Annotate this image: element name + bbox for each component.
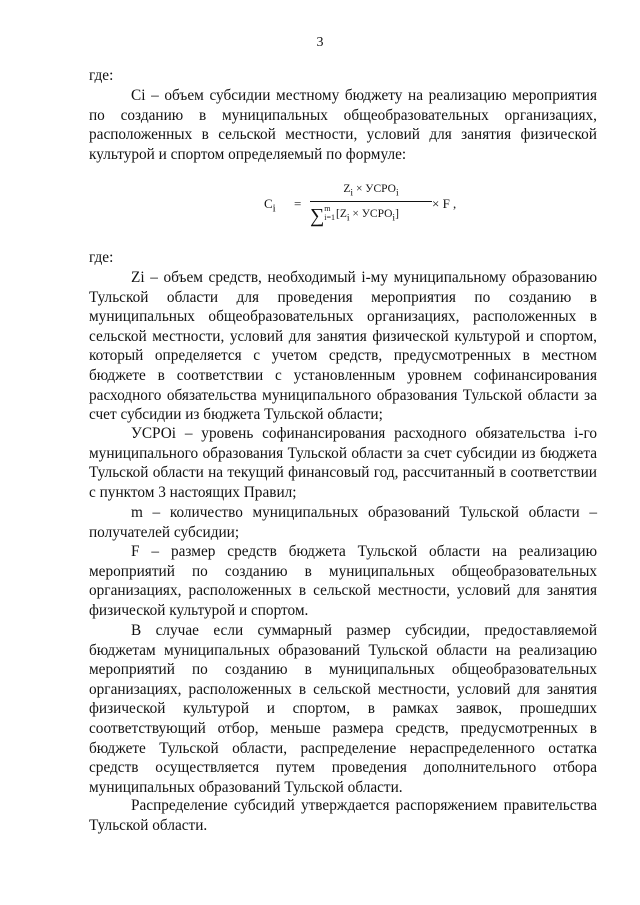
paragraph-zi: Zi – объем средств, необходимый i-му муниципальному образованию Тульской области для проведения мероприятия по созданию в муниципальных общеобразовательных организациях, расположенных в сельской местности, условий для занятия физической культурой и спортом, который определяется с учетом средств, предусмотренных в местном бюджете в соответствии с установленным уровнем софинансирования расходного обязательства муниципального образования Тульской области за счет субсидии из бюджета Тульской области; — [89, 269, 597, 424]
formula-lhs: $C_i$ — [264, 196, 276, 215]
formula-tail: × F , — [432, 196, 457, 211]
formula-denominator: ∑m $i=1[Z_i$ × $УСРО_i$] — [310, 204, 399, 227]
fraction-bar — [310, 201, 432, 202]
page-number: 3 — [316, 35, 324, 50]
formula-numerator: $Z_i$ × $УСРО_i$ — [343, 183, 399, 199]
subsidy-formula — [260, 180, 480, 230]
paragraph-usro: УСРОi – уровень софинансирования расходного обязательства i-го муниципального образования Тульской области за счет субсидии из бюджета Тульской области на текущий финансовый год, рассчитанный в соответствии с пунктом 3 настоящих Правил; — [89, 425, 597, 501]
intro-label: где: — [89, 67, 114, 84]
formula-equals: = — [294, 196, 302, 211]
paragraph-distribution: Распределение субсидий утверждается распоряжением правительства Тульской области. — [89, 797, 597, 834]
ci-definition: Ci – объем субсидии местному бюджету на реализацию мероприятия по созданию в муниципальных общеобразовательных организациях, расположенных в сельской местности, условий для занятия физической культурой и спортом определяемый по формуле: — [89, 87, 597, 163]
paragraph-f: F – размер средств бюджета Тульской области на реализацию мероприятий по созданию в муниципальных общеобразовательных организациях, расположенных в сельской местности, условий для занятия физической культурой и спортом. — [89, 543, 597, 619]
paragraph-m: m – количество муниципальных образований Тульской области – получателей субсидии; — [89, 504, 597, 541]
second-label: где: — [89, 249, 114, 266]
paragraph-remainder: В случае если суммарный размер субсидии, предоставляемой бюджетам муниципальных образований Тульской области на реализацию мероприятий по созданию в муниципальных общеобразовательных организациях, расположенных в сельской местности, условий для занятия физической культурой и спортом, в рамках заявок, прошедших соответствующий отбор, меньше размера средств, предусмотренных в бюджете Тульской области, распределение нераспределенного остатка средств осуществляется путем проведения дополнительного отбора муниципальных образований Тульской области. — [89, 622, 597, 796]
